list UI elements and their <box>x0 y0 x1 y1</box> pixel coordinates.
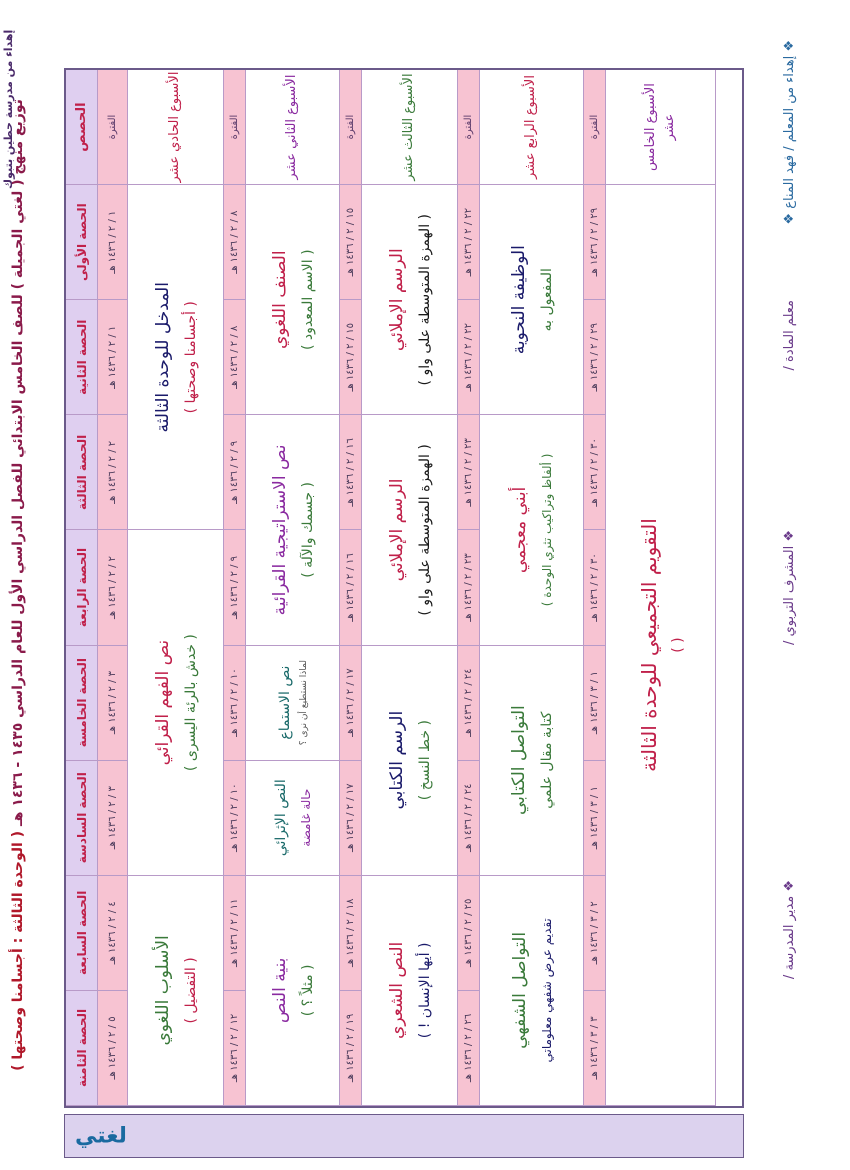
lesson-sub: لماذا نستطيع أن نرى ؟ <box>298 660 309 746</box>
date-cell: ٨ / ٢ / ١٤٣٦ هـ <box>224 185 246 300</box>
date-cell: ٣ / ٢ / ١٤٣٦ هـ <box>98 646 128 761</box>
lesson-cell <box>480 185 584 415</box>
date-cell: ١٩ / ٢ / ١٤٣٦ هـ <box>340 991 362 1106</box>
date-cell: ٢٤ / ٢ / ١٤٣٦ هـ <box>458 646 480 761</box>
date-cell: ٢٢ / ٢ / ١٤٣٦ هـ <box>458 300 480 415</box>
col-header: الحصة الثالثة <box>66 415 98 530</box>
date-cell: ١ / ٣ / ١٤٣٦ هـ <box>584 646 606 761</box>
date-cell: ٢٩ / ٢ / ١٤٣٦ هـ <box>584 185 606 300</box>
date-cell: ١٥ / ٢ / ١٤٣٦ هـ <box>340 300 362 415</box>
lesson-sub: ( الهمزة المتوسطة على واو ) <box>416 444 433 616</box>
lesson-title: المدخل للوحدة الثالثة <box>153 282 174 433</box>
lesson-cell <box>128 530 224 875</box>
lesson-title: نص الفهم القرائي <box>153 639 174 766</box>
date-cell: ٢ / ٢ / ١٤٣٦ هـ <box>98 415 128 530</box>
teacher-label: معلم المادة / <box>782 300 797 371</box>
date-cell: ٥ / ٢ / ١٤٣٦ هـ <box>98 991 128 1106</box>
week-label: الأسبوع الثاني عشر <box>246 70 340 185</box>
date-cell: ١٧ / ٢ / ١٤٣٦ هـ <box>340 761 362 876</box>
supervisor-label: ❖ المشرف التربوي / <box>782 530 797 645</box>
col-header: الحصة السابعة <box>66 876 98 991</box>
principal-label: ❖ مدير المدرسة / <box>782 880 797 980</box>
lesson-title: الأسلوب اللغوي <box>153 935 174 1046</box>
date-cell: ٨ / ٢ / ١٤٣٦ هـ <box>224 300 246 415</box>
col-header: الحصة الأولى <box>66 185 98 300</box>
date-cell: ١ / ٢ / ١٤٣٦ هـ <box>98 300 128 415</box>
distribution-title: توزيع منهج ( لغتي الجميلة ) للصف الخامس الابتدائي للفصل الدراسي الأول للعام الدراسي ١٤٣٥ - ١٤٣٦ هـ <box>10 99 26 827</box>
unit-title: ( الوحدة الثالثة : أجسامنا وصحتها ) <box>10 830 26 1071</box>
col-header: الحصة الرابعة <box>66 530 98 645</box>
lesson-sub: ( ) <box>669 637 686 653</box>
date-cell: ١٠ / ٢ / ١٤٣٦ هـ <box>224 761 246 876</box>
lesson-cell <box>246 185 340 415</box>
lesson-sub: حالة غامضة <box>298 788 313 847</box>
lesson-sub: ( ألفاظ وتراكيب تثري الوحدة ) <box>539 453 554 607</box>
col-header: الحصة الخامسة <box>66 646 98 761</box>
logo-strip <box>64 1114 744 1158</box>
lesson-cell <box>128 185 224 530</box>
date-cell: ٢ / ٢ / ١٤٣٦ هـ <box>98 530 128 645</box>
date-cell: ٣ / ٣ / ١٤٣٦ هـ <box>584 991 606 1106</box>
lesson-title: الرسم الإملائي <box>387 478 408 582</box>
lesson-title: الرسم الكتابي <box>387 710 408 810</box>
lesson-cell <box>246 761 340 876</box>
col-header: الحصة السادسة <box>66 761 98 876</box>
week-label: الأسبوع الثالث عشر <box>362 70 458 185</box>
lesson-title: النص الإثرائي <box>273 779 290 857</box>
lesson-title: بنية النص <box>270 957 291 1024</box>
schedule-table <box>64 68 744 1108</box>
lesson-title: الوظيفة النحوية <box>509 245 530 355</box>
date-cell: ١ / ٣ / ١٤٣٦ هـ <box>584 761 606 876</box>
lesson-title: التواصل الكتابي <box>509 705 530 816</box>
lesson-sub: ( أيها الإنسان ! ) <box>416 942 433 1039</box>
period-label: الفترة <box>584 70 606 185</box>
date-cell: ٤ / ٢ / ١٤٣٦ هـ <box>98 876 128 991</box>
lesson-cell <box>480 876 584 1106</box>
date-cell: ٣٠ / ٢ / ١٤٣٦ هـ <box>584 530 606 645</box>
lesson-sub: ( أجسامنا وصحتها ) <box>182 301 199 414</box>
week-label: الأسبوع الرابع عشر <box>480 70 584 185</box>
lesson-cell <box>480 646 584 876</box>
lesson-sub: المفعول به <box>538 268 555 332</box>
col-header: الحصة الثامنة <box>66 991 98 1106</box>
lesson-title: التواصل الشفهي <box>510 931 531 1049</box>
side-note: إهداء من مدرسة حطين بتبوك <box>2 30 15 190</box>
period-label: الفترة <box>98 70 128 185</box>
week-label: الأسبوع الحادي عشر <box>128 70 224 185</box>
date-cell: ٩ / ٢ / ١٤٣٦ هـ <box>224 415 246 530</box>
date-cell: ٢٥ / ٢ / ١٤٣٦ هـ <box>458 876 480 991</box>
lesson-title: أبني معجمي <box>510 486 531 574</box>
lesson-sub: تقديم عرض شفهي معلوماتي <box>539 918 554 1063</box>
lesson-cell <box>362 876 458 1106</box>
date-cell: ٢٢ / ٢ / ١٤٣٦ هـ <box>458 185 480 300</box>
logo: لغتي <box>75 1123 127 1149</box>
lesson-sub: ( الاسم المعدود ) <box>299 249 316 350</box>
lesson-cell <box>480 415 584 645</box>
lesson-title: نص الاستماع <box>277 665 294 740</box>
lesson-sub: ( التفضيل ) <box>182 957 199 1024</box>
date-cell: ١٦ / ٢ / ١٤٣٦ هـ <box>340 530 362 645</box>
lesson-cell <box>128 876 224 1106</box>
period-label: الفترة <box>340 70 362 185</box>
date-cell: ٢ / ٣ / ١٤٣٦ هـ <box>584 876 606 991</box>
date-cell: ١٥ / ٢ / ١٤٣٦ هـ <box>340 185 362 300</box>
week-label: الأسبوع الخامس عشر <box>606 70 716 185</box>
lesson-cell <box>246 415 340 645</box>
date-cell: ٢٣ / ٢ / ١٤٣٦ هـ <box>458 530 480 645</box>
date-cell: ١١ / ٢ / ١٤٣٦ هـ <box>224 876 246 991</box>
lesson-cell <box>362 185 458 415</box>
date-cell: ٢٩ / ٢ / ١٤٣٦ هـ <box>584 300 606 415</box>
date-cell: ١٠ / ٢ / ١٤٣٦ هـ <box>224 646 246 761</box>
date-cell: ٢٤ / ٢ / ١٤٣٦ هـ <box>458 761 480 876</box>
lesson-title: النص الشعري <box>387 941 408 1039</box>
date-cell: ١٨ / ٢ / ١٤٣٦ هـ <box>340 876 362 991</box>
col-header: الحصة الثانية <box>66 300 98 415</box>
lesson-sub: ( جسمك والآلة ) <box>299 482 316 578</box>
lesson-title: الصنف اللغوي <box>270 250 291 350</box>
date-cell: ٣ / ٢ / ١٤٣٦ هـ <box>98 761 128 876</box>
lesson-title: التقويم التجميعي للوحدة الثالثة <box>636 518 661 772</box>
lesson-title: الرسم الإملائي <box>387 248 408 352</box>
date-cell: ١٢ / ٢ / ١٤٣٦ هـ <box>224 991 246 1106</box>
lesson-cell <box>246 876 340 1106</box>
date-cell: ١٧ / ٢ / ١٤٣٦ هـ <box>340 646 362 761</box>
lesson-cell <box>362 646 458 876</box>
lesson-cell <box>606 185 716 1106</box>
lesson-cell <box>246 646 340 761</box>
lesson-sub: كتابة مقال علمي <box>538 711 555 809</box>
date-cell: ١ / ٢ / ١٤٣٦ هـ <box>98 185 128 300</box>
period-label: الفترة <box>224 70 246 185</box>
col-header: الحصص <box>66 70 98 185</box>
date-cell: ٩ / ٢ / ١٤٣٦ هـ <box>224 530 246 645</box>
lesson-title: نص الاستراتيجية القرائية <box>270 444 291 616</box>
date-cell: ٢٣ / ٢ / ١٤٣٦ هـ <box>458 415 480 530</box>
lesson-sub: ( مثلاً ؟ ) <box>299 964 316 1017</box>
period-label: الفترة <box>458 70 480 185</box>
lesson-cell <box>362 415 458 645</box>
lesson-sub: ( الهمزة المتوسطة على واو ) <box>416 214 433 386</box>
lesson-sub: ( خدش بالرئة اليسرى ) <box>182 634 199 772</box>
gift-note: ❖ إهداء من المعلم / فهد المناع ❖ <box>782 40 797 225</box>
lesson-sub: ( خط النسخ ) <box>416 720 433 801</box>
date-cell: ١٦ / ٢ / ١٤٣٦ هـ <box>340 415 362 530</box>
date-cell: ٣٠ / ٢ / ١٤٣٦ هـ <box>584 415 606 530</box>
date-cell: ٢٦ / ٢ / ١٤٣٦ هـ <box>458 991 480 1106</box>
